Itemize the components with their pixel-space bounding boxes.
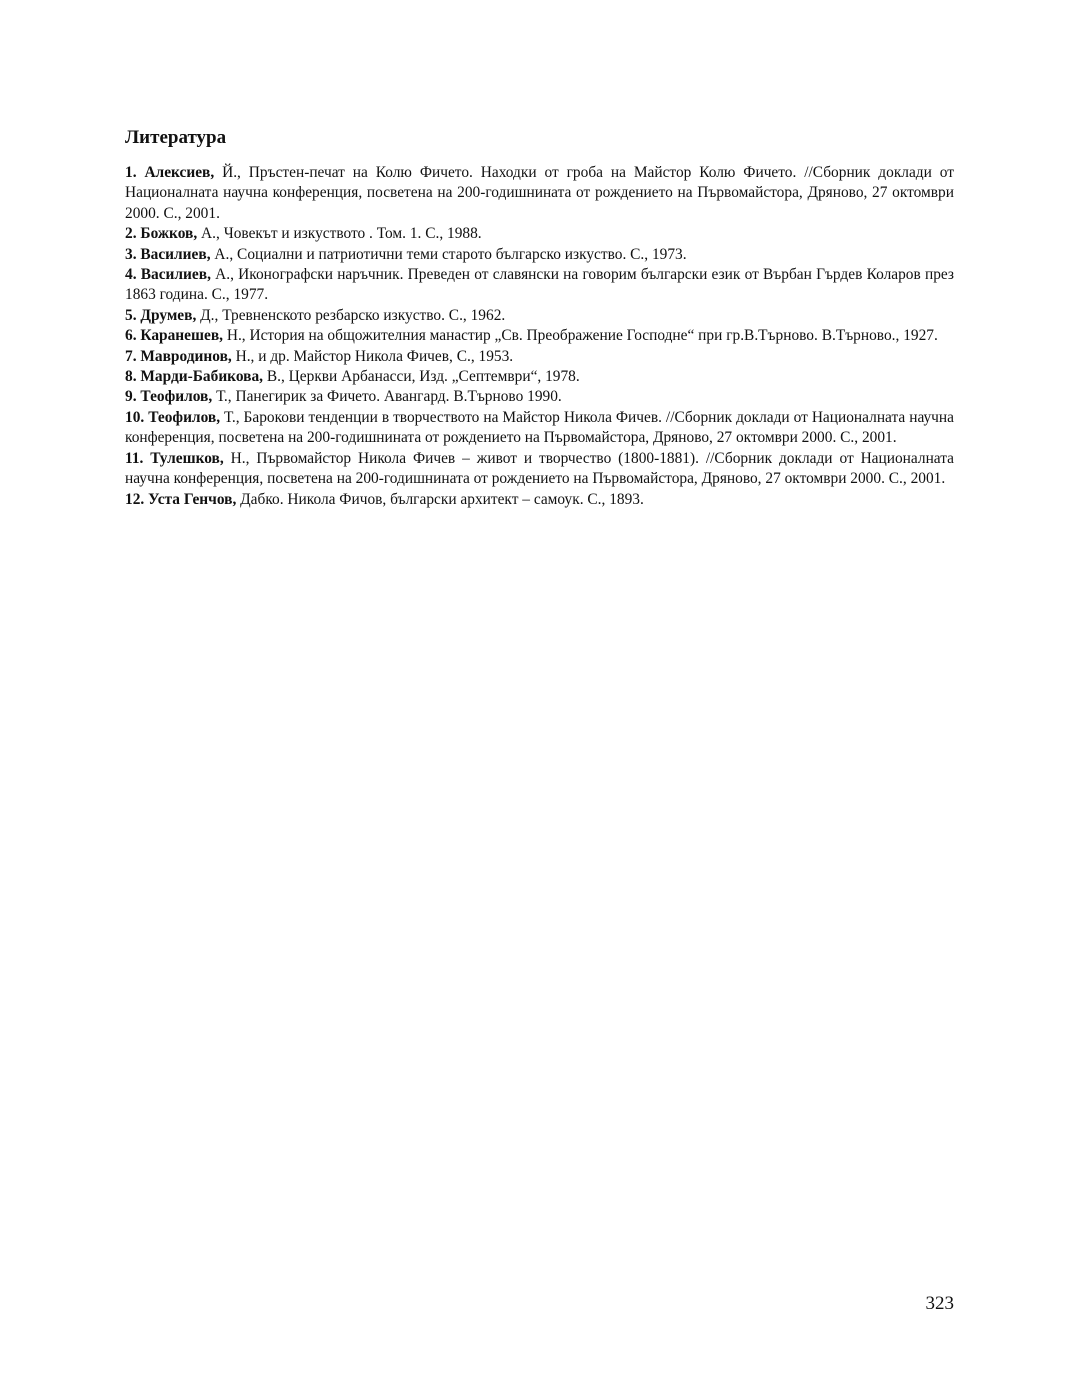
reference-item bbox=[125, 408, 954, 449]
reference-item bbox=[125, 449, 954, 490]
reference-item bbox=[125, 490, 954, 510]
reference-item bbox=[125, 326, 954, 346]
reference-item bbox=[125, 367, 954, 387]
reference-item bbox=[125, 306, 954, 326]
reference-item bbox=[125, 265, 954, 306]
reference-author: 5. Друмев, bbox=[125, 306, 197, 324]
reference-author: 11. Тулешков, bbox=[125, 449, 224, 467]
reference-item bbox=[125, 347, 954, 367]
reference-item bbox=[125, 387, 954, 407]
reference-item bbox=[125, 224, 954, 244]
reference-author: 4. Василиев, bbox=[125, 266, 211, 284]
reference-details: Н., Първомайстор Никола Фичев – живот и творчество (1800-1881). //Сборник доклади от Националната научна конференция, посветена на 200-годишнината от рождението на Първомайстора, Дряново, 27 октомври 2000. С., 2001. bbox=[125, 449, 954, 488]
reference-details: Й., Пръстен-печат на Колю Фичето. Находки от гроба на Майстор Колю Фичето. //Сборник доклади от Националната научна конференция, посветена на 200-годишнината от рождението на Първомайстора, Дряново, 27 октомври 2000. С., 2001. bbox=[125, 164, 954, 222]
reference-details: А., Социални и патриотични теми старото българско изкуство. С., 1973. bbox=[210, 245, 687, 263]
reference-author: 3. Василиев, bbox=[125, 245, 211, 263]
reference-author: 10. Теофилов, bbox=[125, 408, 221, 426]
reference-details: Дабко. Никола Фичов, български архитект – самоук. С., 1893. bbox=[236, 490, 644, 508]
section-heading: Литература bbox=[125, 127, 227, 148]
reference-author: 6. Каранешев, bbox=[125, 327, 223, 345]
reference-details: А., Човекът и изкуството . Том. 1. С., 1988. bbox=[197, 225, 482, 243]
reference-details: Т., Барокови тенденции в творчеството на Майстор Никола Фичев. //Сборник доклади от Националната научна конференция, посветена на 200-годишнината от рождението на Първомайстора, Дряново, 27 октомври 2000. С., 2001. bbox=[125, 408, 954, 447]
reference-details: Н., История на общожителния манастир „Св. Преображение Господне“ при гр.В.Търново. В.Търново., 1927. bbox=[222, 327, 938, 345]
reference-author: 12. Уста Генчов, bbox=[125, 490, 237, 508]
reference-author: 8. Марди-Бабикова, bbox=[125, 368, 264, 386]
reference-details: В., Церкви Арбанасси, Изд. „Септември“, 1978. bbox=[263, 368, 580, 386]
reference-author: 9. Теофилов, bbox=[125, 388, 213, 406]
page-number: 323 bbox=[925, 1293, 954, 1314]
reference-author: 7. Мавродинов, bbox=[125, 347, 232, 365]
reference-details: Н., и др. Майстор Никола Фичев, С., 1953. bbox=[231, 347, 514, 365]
reference-item bbox=[125, 245, 954, 265]
reference-details: Т., Панегирик за Фичето. Авангард. В.Търново 1990. bbox=[212, 388, 562, 406]
reference-item bbox=[125, 163, 954, 224]
reference-author: 1. Алексиев, bbox=[125, 164, 215, 181]
reference-details: Д., Тревненското резбарско изкуство. С., 1962. bbox=[196, 306, 506, 324]
reference-list bbox=[125, 163, 954, 510]
reference-author: 2. Божков, bbox=[125, 225, 198, 243]
reference-details: А., Иконографски наръчник. Преведен от славянски на говорим български език от Върбан Гърдев Коларов през 1863 година. С., 1977. bbox=[125, 266, 954, 304]
